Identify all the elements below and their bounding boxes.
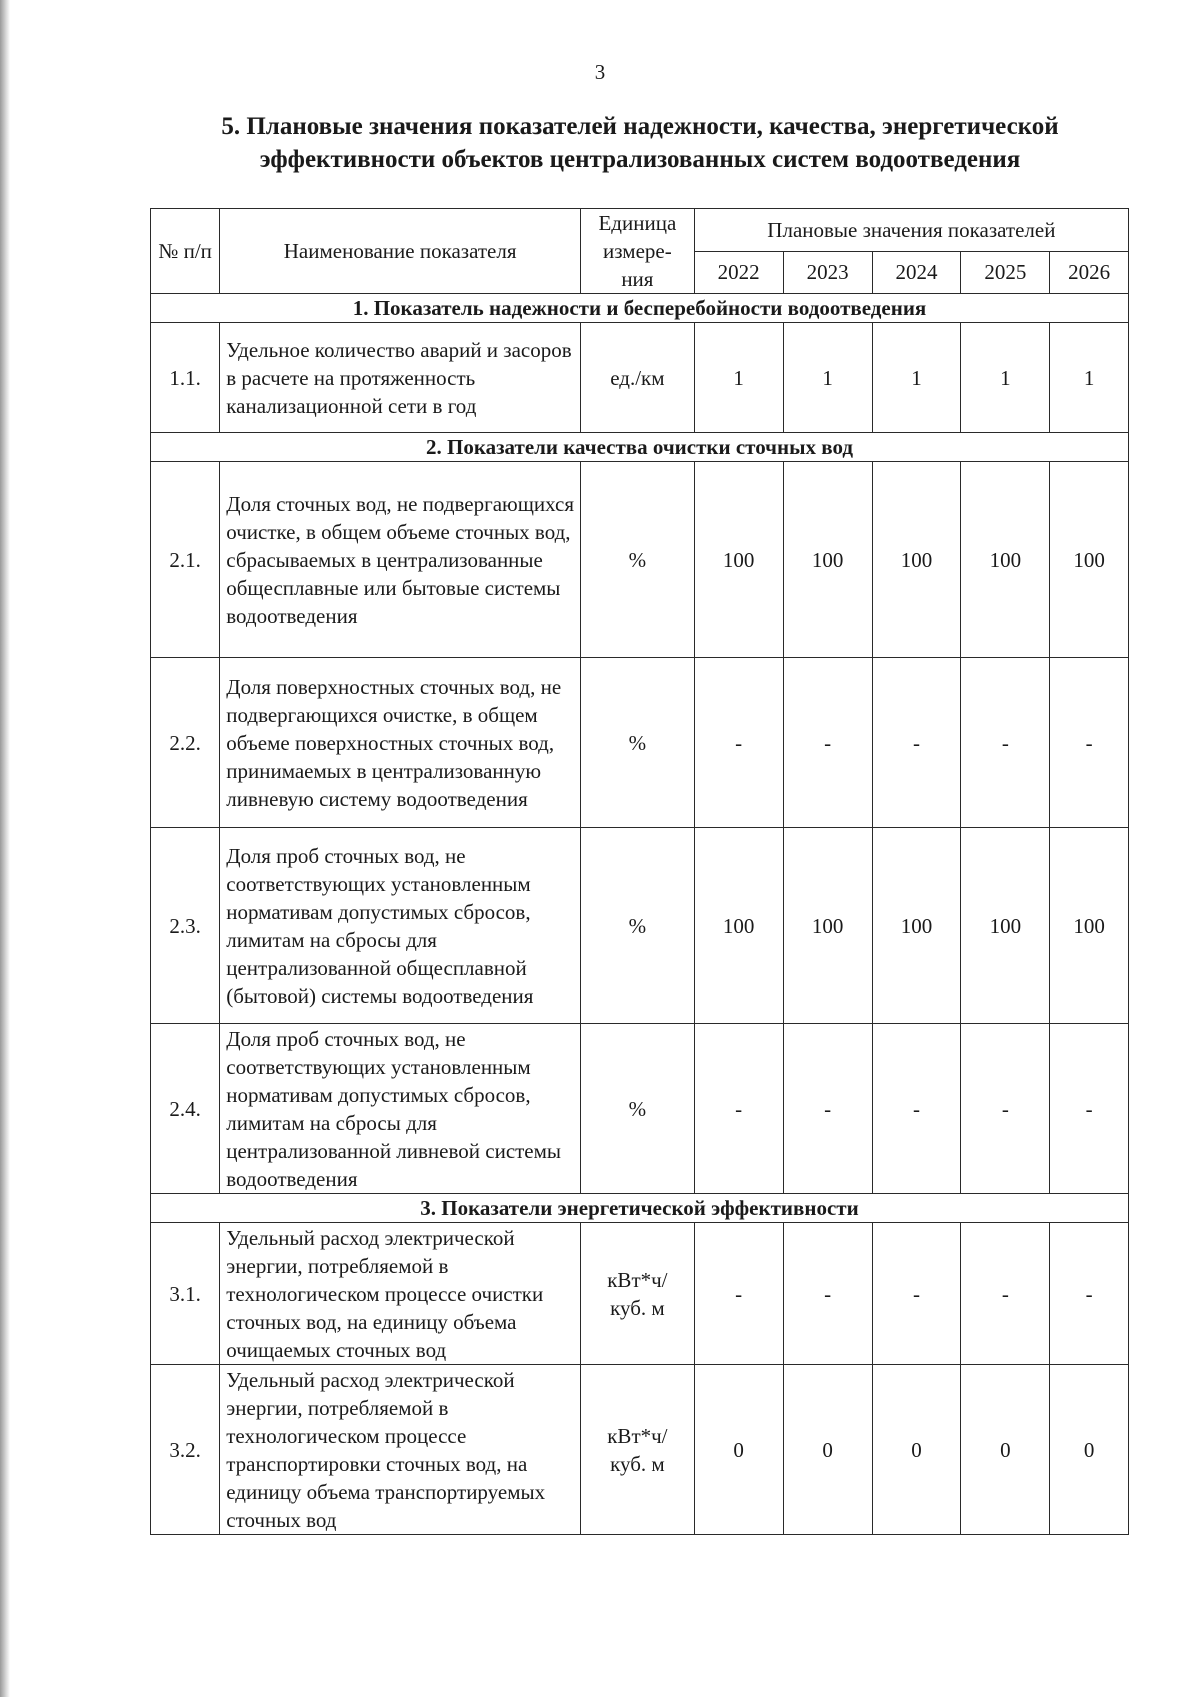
value-cell: - (872, 1024, 961, 1194)
header-year: 2023 (783, 251, 872, 294)
header-year: 2025 (961, 251, 1050, 294)
row-number: 1.1. (151, 323, 220, 433)
unit-cell: % (581, 658, 695, 828)
header-year: 2026 (1050, 251, 1129, 294)
value-cell: 100 (1050, 828, 1129, 1024)
plan-values-table (150, 208, 1129, 1535)
value-cell: - (783, 1223, 872, 1365)
indicator-name: Удельное количество аварий и засоров в расчете на протяженность канализационной сети в год (220, 323, 581, 433)
value-cell: - (694, 1024, 783, 1194)
indicator-name: Доля поверхностных сточных вод, не подвергающихся очистке, в общем объеме поверхностных сточных вод, принимаемых в централизованную ливневую систему водоотведения (220, 658, 581, 828)
unit-cell: ед./км (581, 323, 695, 433)
value-cell: 100 (1050, 462, 1129, 658)
header-name: Наименование показателя (220, 209, 581, 294)
unit-cell: % (581, 462, 695, 658)
value-cell: 100 (961, 828, 1050, 1024)
value-cell: - (694, 658, 783, 828)
value-cell: - (783, 658, 872, 828)
row-number: 2.3. (151, 828, 220, 1024)
section-title: 2. Показатели качества очистки сточных вод (151, 433, 1129, 462)
row-number: 3.1. (151, 1223, 220, 1365)
unit-cell: кВт*ч/ куб. м (581, 1223, 695, 1365)
value-cell: 100 (694, 462, 783, 658)
value-cell: 1 (783, 323, 872, 433)
value-cell: 100 (872, 462, 961, 658)
value-cell: - (783, 1024, 872, 1194)
value-cell: 1 (961, 323, 1050, 433)
value-cell: 0 (961, 1365, 1050, 1535)
indicator-name: Удельный расход электрической энергии, потребляемой в технологическом процессе очистки сточных вод, на единицу объема очищаемых сточных вод (220, 1223, 581, 1365)
unit-cell: кВт*ч/ куб. м (581, 1365, 695, 1535)
header-year: 2024 (872, 251, 961, 294)
page-number: 3 (594, 60, 606, 84)
indicator-name: Доля сточных вод, не подвергающихся очистке, в общем объеме сточных вод, сбрасываемых в централизованные общесплавные или бытовые системы водоотведения (220, 462, 581, 658)
title-line-1: 5. Плановые значения показателей надежности, качества, энергетической (221, 113, 1059, 140)
title-line-2: эффективности объектов централизованных систем водоотведения (259, 146, 1021, 173)
value-cell: 100 (783, 828, 872, 1024)
document-title (100, 110, 1180, 176)
value-cell: 100 (961, 462, 1050, 658)
value-cell: - (872, 658, 961, 828)
unit-cell: % (581, 828, 695, 1024)
row-number: 2.2. (151, 658, 220, 828)
value-cell: - (1050, 658, 1129, 828)
indicator-name: Удельный расход электрической энергии, потребляемой в технологическом процессе транспортировки сточных вод, на единицу объема транспортируемых сточных вод (220, 1365, 581, 1535)
header-number: № п/п (151, 209, 220, 294)
row-number: 3.2. (151, 1365, 220, 1535)
indicator-name: Доля проб сточных вод, не соответствующих установленным нормативам допустимых сбросов, лимитам на сбросы для централизованной общесплавной (бытовой) системы водоотведения (220, 828, 581, 1024)
value-cell: 100 (872, 828, 961, 1024)
indicator-name: Доля проб сточных вод, не соответствующих установленным нормативам допустимых сбросов, лимитам на сбросы для централизованной ливневой системы водоотведения (220, 1024, 581, 1194)
header-year: 2022 (694, 251, 783, 294)
section-title: 3. Показатели энергетической эффективности (151, 1194, 1129, 1223)
value-cell: 1 (694, 323, 783, 433)
value-cell: - (1050, 1024, 1129, 1194)
header-unit: Единица измере-ния (581, 209, 695, 294)
value-cell: - (961, 1223, 1050, 1365)
scan-edge-shadow (0, 0, 10, 1697)
section-title: 1. Показатель надежности и бесперебойности водоотведения (151, 294, 1129, 323)
row-number: 2.1. (151, 462, 220, 658)
row-number: 2.4. (151, 1024, 220, 1194)
value-cell: 1 (1050, 323, 1129, 433)
value-cell: 100 (783, 462, 872, 658)
value-cell: - (694, 1223, 783, 1365)
unit-cell: % (581, 1024, 695, 1194)
header-plan-values: Плановые значения показателей (694, 209, 1128, 252)
value-cell: - (961, 1024, 1050, 1194)
value-cell: 0 (694, 1365, 783, 1535)
value-cell: - (872, 1223, 961, 1365)
value-cell: 1 (872, 323, 961, 433)
value-cell: 0 (872, 1365, 961, 1535)
value-cell: 0 (783, 1365, 872, 1535)
value-cell: - (1050, 1223, 1129, 1365)
value-cell: 100 (694, 828, 783, 1024)
value-cell: 0 (1050, 1365, 1129, 1535)
value-cell: - (961, 658, 1050, 828)
